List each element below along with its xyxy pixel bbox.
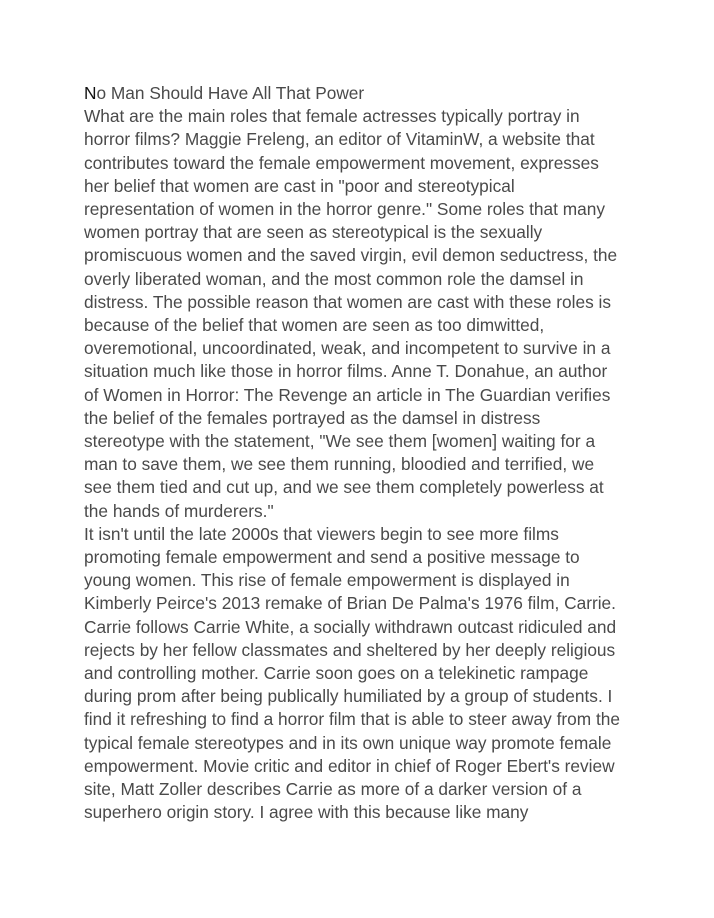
paragraph-line: Kimberly Peirce's 2013 remake of Brian De Palma's 1976 film, Carrie. bbox=[84, 593, 616, 614]
paragraph-line: find it refreshing to find a horror film that is able to steer away from the bbox=[84, 709, 620, 730]
title-initial: N bbox=[84, 83, 97, 103]
paragraph-line: young women. This rise of female empowerment is displayed in bbox=[84, 570, 570, 591]
paragraph-line: because of the belief that women are seen as too dimwitted, bbox=[84, 315, 545, 336]
paragraph-line: superhero origin story. I agree with this because like many bbox=[84, 802, 529, 823]
paragraph-line: women portray that are seen as stereotypical is the sexually bbox=[84, 222, 543, 243]
paragraph-line: of Women in Horror: The Revenge an article in The Guardian verifies bbox=[84, 384, 611, 405]
paragraph-line: overemotional, uncoordinated, weak, and incompetent to survive in a bbox=[84, 338, 611, 359]
paragraph-line: her belief that women are cast in "poor and stereotypical bbox=[84, 175, 515, 196]
paragraph-line: typical female stereotypes and in its own unique way promote female bbox=[84, 732, 612, 753]
paragraph-line: promiscuous women and the saved virgin, evil demon seductress, the bbox=[84, 245, 618, 266]
body-paragraph bbox=[84, 523, 644, 825]
paragraph-line: horror films? Maggie Freleng, an editor of VitaminW, a website that bbox=[84, 129, 595, 150]
paragraph-line: contributes toward the female empowerment movement, expresses bbox=[84, 152, 599, 173]
paragraph-line: man to save them, we see them running, bloodied and terrified, we bbox=[84, 454, 595, 475]
document-title bbox=[84, 82, 644, 105]
paragraph-line: and controlling mother. Carrie soon goes on a telekinetic rampage bbox=[84, 663, 589, 684]
paragraph-line: What are the main roles that female actresses typically portray in bbox=[84, 106, 580, 127]
paragraph-line: representation of women in the horror genre." Some roles that many bbox=[84, 199, 606, 220]
paragraph-line: the belief of the females portrayed as the damsel in distress bbox=[84, 407, 541, 428]
paragraph-line: during prom after being publically humiliated by a group of students. I bbox=[84, 686, 613, 707]
paragraph-line: Carrie follows Carrie White, a socially withdrawn outcast ridiculed and bbox=[84, 616, 617, 637]
paragraph-line: site, Matt Zoller describes Carrie as more of a darker version of a bbox=[84, 779, 582, 800]
paragraph-line: distress. The possible reason that women are cast with these roles is bbox=[84, 291, 612, 312]
paragraph-line: rejects by her fellow classmates and sheltered by her deeply religious bbox=[84, 639, 616, 660]
paragraph-line: situation much like those in horror films. Anne T. Donahue, an author bbox=[84, 361, 608, 382]
paragraph-line: stereotype with the statement, "We see them [women] waiting for a bbox=[84, 431, 596, 452]
paragraph-line: overly liberated woman, and the most common role the damsel in bbox=[84, 268, 584, 289]
paragraph-line: the hands of murderers." bbox=[84, 500, 274, 521]
document-body bbox=[84, 105, 644, 824]
body-paragraph bbox=[84, 105, 644, 523]
paragraph-line: see them tied and cut up, and we see them completely powerless at bbox=[84, 477, 604, 498]
paragraph-line: empowerment. Movie critic and editor in chief of Roger Ebert's review bbox=[84, 755, 615, 776]
paragraph-line: It isn't until the late 2000s that viewers begin to see more films bbox=[84, 523, 559, 544]
title-text: o Man Should Have All That Power bbox=[96, 83, 365, 103]
document-page bbox=[84, 82, 644, 825]
paragraph-line: promoting female empowerment and send a positive message to bbox=[84, 547, 580, 568]
